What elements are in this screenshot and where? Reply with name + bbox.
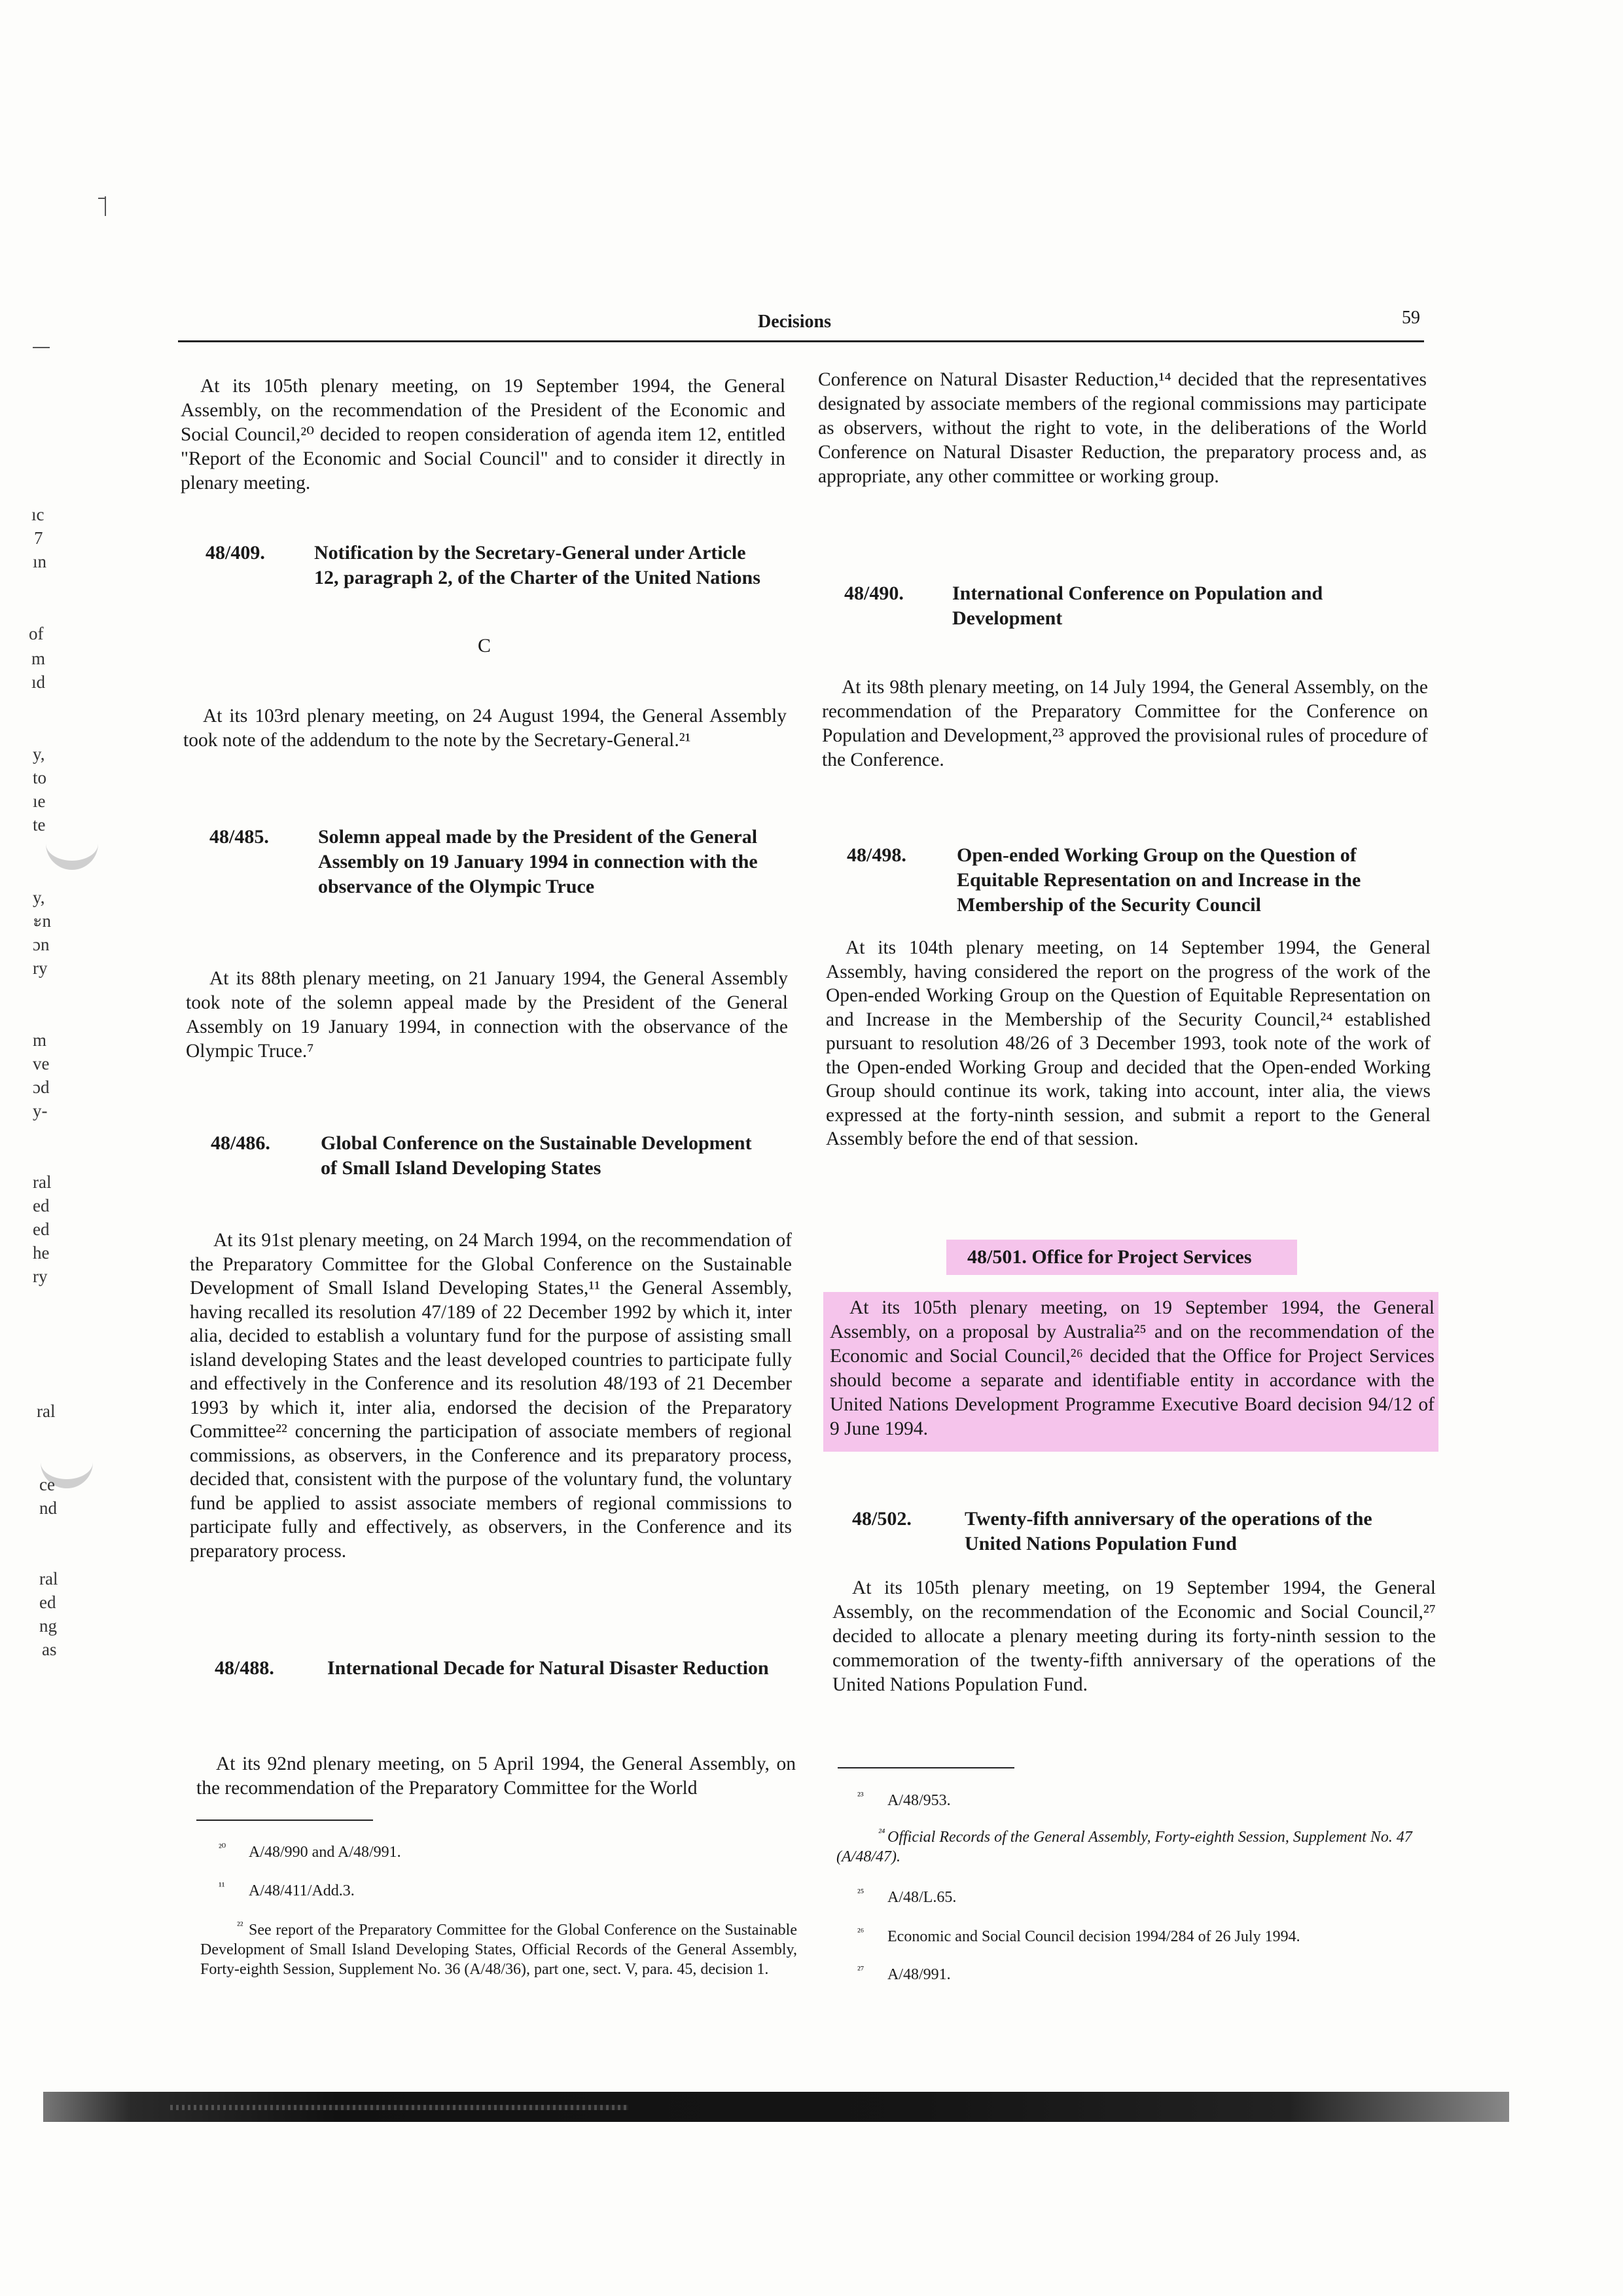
decision-title: Notification by the Secretary-General under Article 12, paragraph 2, of the Charter of the United Nations	[314, 542, 760, 588]
decision-text: At its 103rd plenary meeting, on 24 August 1994, the General Assembly took note of the addendum to the note by the Secretary-General.²¹	[183, 706, 787, 751]
decision-number: 48/488.	[215, 1657, 274, 1679]
footnote: ²³ A/48/953.	[857, 1791, 951, 1809]
margin-fragment: ɔd	[33, 1077, 50, 1097]
decision-text: At its 88th plenary meeting, on 21 January 1994, the General Assembly took note of the solemn appeal made by the President of the General Assembly on 19 January 1994, in connection with the observance of the Olympic Truce.⁷	[186, 968, 788, 1062]
footnote-rule	[838, 1767, 1014, 1768]
margin-fragment: y,	[33, 888, 45, 907]
margin-fragment: m	[33, 1030, 47, 1050]
binding-shadow	[46, 815, 98, 870]
footnote: ²⁴ Official Records of the General Assembly, Forty-eighth Session, Supplement No. 47 (A/48/47).	[836, 1827, 1412, 1865]
decision-title: Global Conference on the Sustainable Development of Small Island Developing States	[321, 1132, 752, 1179]
section-letter: C	[478, 635, 491, 656]
decision-number: 48/486.	[211, 1132, 270, 1154]
decision-text: At its 105th plenary meeting, on 19 September 1994, the General Assembly, on a proposal by Australia²⁵ and on the recommendation of the Economic and Social Council,²⁶ decided that the Office for Project Services should become a separate and identifiable entity in accordance with the United Nations Development Programme Executive Board decision 94/12 of 9 June 1994.	[830, 1297, 1435, 1439]
margin-fragment: ral	[39, 1569, 58, 1588]
margin-fragment: ng	[39, 1616, 57, 1636]
margin-fragment: nd	[39, 1498, 57, 1518]
decision-text: At its 104th plenary meeting, on 14 September 1994, the General Assembly, having considered the report on the progress of the work of the Open-ended Working Group on the Question of Equitable Representation on and Increase in the Membership of the Security Council,²⁴ established pursuant to resolution 48/26 of 3 December 1993, took note of the work of the Open-ended Working Group and decided that the Open-ended Working Group should continue its work, taking into account, inter alia, the views expressed at the forty-ninth session, and submit a report to the General Assembly before the end of that session.	[826, 937, 1431, 1149]
margin-fragment: ce	[39, 1475, 55, 1494]
footnote: ¹¹ A/48/411/Add.3.	[219, 1881, 355, 1899]
margin-fragment: of	[29, 624, 44, 643]
margin-fragment: ıc	[31, 505, 45, 524]
margin-fragment: te	[33, 815, 46, 834]
decision-title: International Conference on Population and Development	[952, 583, 1323, 629]
header-rule	[178, 340, 1424, 342]
margin-fragment: ed	[33, 1219, 50, 1239]
footnote-rule	[196, 1820, 373, 1821]
decision-number: 48/502.	[852, 1508, 912, 1530]
intro-paragraph: At its 105th plenary meeting, on 19 September 1994, the General Assembly, on the recommendation of the President of the Economic and Social Council,²⁰ decided to reopen consideration of agenda item 12, entitled "Report of the Economic and Social Council" and to consider it directly in plenary meeting.	[181, 376, 785, 493]
decision-number: 48/485.	[209, 826, 269, 848]
decision-text: At its 98th plenary meeting, on 14 July 1994, the General Assembly, on the recommendation of the Preparatory Committee for the Conference on Population and Development,²³ approved the provisional rules of procedure of the Conference.	[822, 677, 1428, 770]
margin-fragment: to	[33, 768, 47, 787]
decision-text: At its 91st plenary meeting, on 24 March 1994, on the recommendation of the Preparatory Committee for the Global Conference on the Sustainable Development of Small Island Developing States,¹¹ the General Assembly, having recalled its resolution 47/189 of 22 December 1992 by which it, inter alia, decided to establish a voluntary fund for the purpose of assisting small island developing States and the least developed countries to participate fully and effectively in the Conference and its resolution 48/193 of 21 December 1993 by which it, inter alia, endorsed the decision of the Preparatory Committee²² concerning the participation of associate members of regional commissions, as observers, in the Conference and its preparatory process, decided that, consistent with the purpose of the voluntary fund, the voluntary fund be applied to assist associate members of regional commissions to participate fully and effectively, as observers, in the Conference and its preparatory process.	[190, 1230, 792, 1562]
margin-fragment: as	[42, 1640, 57, 1659]
margin-fragment: 7	[34, 528, 43, 548]
decision-title: Twenty-fifth anniversary of the operations of the United Nations Population Fund	[965, 1508, 1372, 1554]
decision-text: At its 105th plenary meeting, on 19 September 1994, the General Assembly, on the recommendation of the Economic and Social Council,²⁷ decided to allocate a plenary meeting during its forty-ninth session to the commemoration of the twenty-fifth anniversary of the operations of the United Nations Population Fund.	[832, 1577, 1436, 1695]
margin-fragment: ın	[33, 552, 47, 571]
margin-fragment: ıd	[31, 672, 46, 692]
margin-fragment: y-	[33, 1101, 48, 1121]
corner-mark	[105, 196, 106, 216]
running-title: Decisions	[758, 312, 831, 332]
continuation-paragraph: Conference on Natural Disaster Reduction,¹⁴ decided that the representatives designated by associate members of the regional commissions may participate as observers, without the right to vote, in the deliberations of the World Conference on Natural Disaster Reduction, the preparatory process and, as appropriate, any other committee or working group.	[818, 369, 1427, 487]
margin-fragment: ve	[33, 1054, 50, 1073]
footnote: ²⁶ Economic and Social Council decision 1994/284 of 26 July 1994.	[857, 1927, 1300, 1945]
decision-title: Solemn appeal made by the President of the General Assembly on 19 January 1994 in connection with the observance of the Olympic Truce	[318, 826, 758, 897]
margin-fragment: ry	[33, 958, 48, 978]
margin-fragment: y,	[33, 744, 45, 764]
footnote: ²⁰ A/48/990 and A/48/991.	[219, 1842, 401, 1861]
decision-heading: 48/501. Office for Project Services	[967, 1246, 1252, 1268]
decision-text: At its 92nd plenary meeting, on 5 April 1994, the General Assembly, on the recommendation of the Preparatory Committee for the World	[196, 1753, 796, 1799]
page-number: 59	[1402, 308, 1420, 328]
margin-fragment: ed	[33, 1196, 50, 1215]
decision-title: International Decade for Natural Disaster Reduction	[327, 1657, 769, 1679]
decision-number: 48/409.	[205, 542, 265, 564]
margin-fragment: ıe	[33, 791, 46, 811]
corner-mark	[98, 198, 106, 199]
margin-fragment: ral	[33, 1172, 52, 1192]
decision-number: 48/498.	[847, 844, 906, 866]
margin-fragment: ral	[37, 1401, 56, 1421]
decision-number: 48/490.	[844, 583, 904, 604]
margin-fragment: ed	[39, 1592, 56, 1612]
footnote: ²⁵ A/48/L.65.	[857, 1888, 957, 1906]
footnote: ²⁷ A/48/991.	[857, 1965, 951, 1983]
footnote: ²² See report of the Preparatory Committee for the Global Conference on the Sustainable Development of Small Island Developing States, Official Records of the General Assembly, Forty-eighth Session, Supplement No. 36 (A/48/36), part one, sect. V, para. 45, decision 1.	[200, 1920, 797, 1978]
margin-dash	[33, 347, 50, 348]
scan-edge-noise	[170, 2105, 628, 2110]
margin-fragment: he	[33, 1243, 50, 1263]
margin-fragment: ɔn	[33, 935, 50, 954]
margin-fragment: ry	[33, 1266, 48, 1286]
margin-fragment: ะn	[33, 911, 52, 931]
decision-title: Open-ended Working Group on the Question of Equitable Representation on and Increase in the Membership of the Security Council	[957, 844, 1361, 916]
margin-fragment: m	[31, 649, 46, 668]
